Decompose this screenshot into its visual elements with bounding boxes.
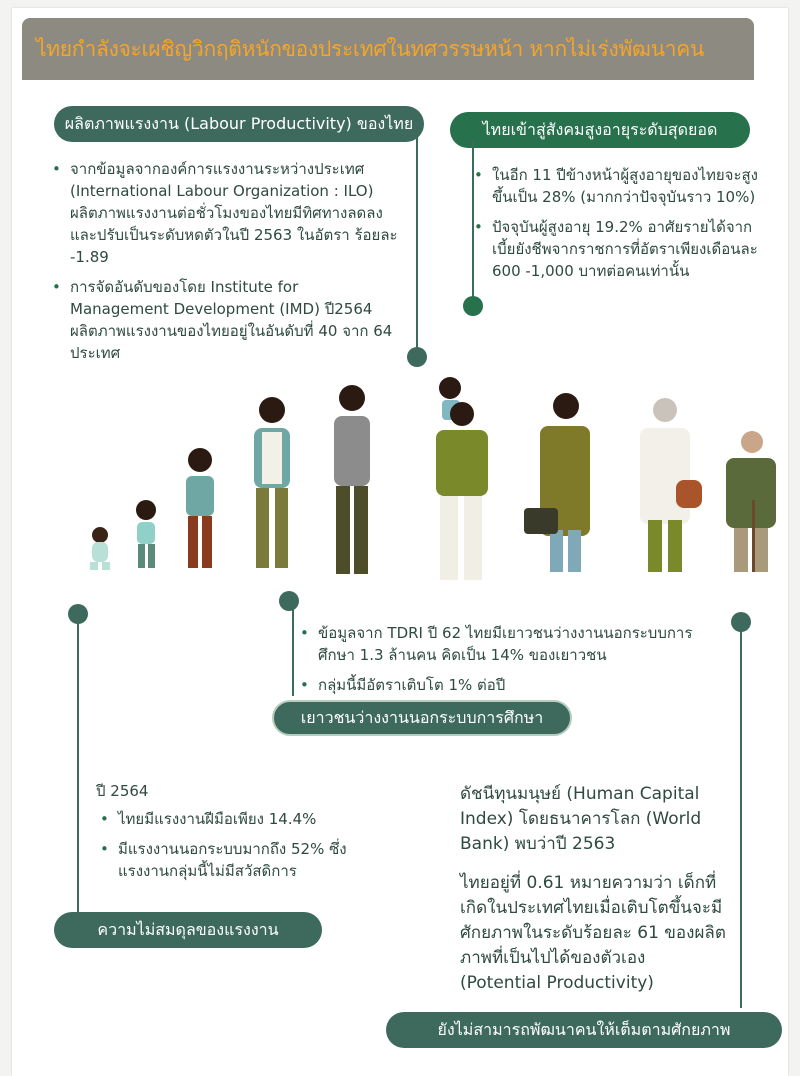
life-stages-illustration bbox=[0, 360, 800, 590]
human-capital-label bbox=[386, 1012, 782, 1048]
elderly-woman-figure bbox=[640, 398, 702, 572]
youth-label-text: เยาวชนว่างงานนอกระบบการศึกษา bbox=[300, 707, 544, 727]
imbalance-connector bbox=[77, 614, 79, 914]
teen-figure bbox=[254, 397, 290, 568]
youth-connector bbox=[292, 600, 294, 696]
aging-bullet-2: • ปัจจุบันผู้สูงอายุ 19.2% อาศัยรายได้จากเบี้ยยังชีพจากราชการที่อัตราเพียงเดือนละ 600 -1,000 บาทต่อคนเท่านั้น bbox=[470, 216, 770, 282]
aging-dot bbox=[463, 296, 483, 316]
baby-figure bbox=[90, 527, 110, 570]
human-capital-para-1: ดัชนีทุนมนุษย์ (Human Capital Index) โดยธนาคารโลก (World Bank) พบว่าปี 2563 bbox=[460, 784, 702, 854]
youth-bullet-1: • ข้อมูลจาก TDRI ปี 62 ไทยมีเยาวชนว่างงานนอกระบบการศึกษา 1.3 ล้านคน คิดเป็น 14% ของเยาวชน bbox=[296, 622, 696, 666]
child-figure bbox=[186, 448, 214, 568]
imbalance-text bbox=[96, 780, 356, 890]
human-capital-connector bbox=[740, 624, 742, 1008]
title-banner bbox=[22, 18, 754, 80]
youth-dot bbox=[279, 591, 299, 611]
aging-label bbox=[450, 112, 750, 148]
youth-label bbox=[272, 700, 572, 736]
toddler-figure bbox=[136, 500, 156, 568]
human-capital-text bbox=[460, 782, 730, 1002]
imbalance-bullet-2: • มีแรงงานนอกระบบมากถึง 52% ซึ่งแรงงานกลุ่มนี้ไม่มีสวัสดิการ bbox=[96, 838, 356, 882]
adult-figure bbox=[334, 385, 370, 574]
youth-bullet-2: • กลุ่มนี้มีอัตราเติบโต 1% ต่อปี bbox=[296, 674, 696, 696]
aging-bullet-1: • ในอีก 11 ปีข้างหน้าผู้สูงอายุของไทยจะสูงขึ้นเป็น 28% (มากกว่าปัจจุบันราว 10%) bbox=[470, 164, 770, 208]
productivity-bullet-1: • จากข้อมูลจากองค์การแรงงานระหว่างประเทศ (International Labour Organization : ILO) ผลิตภาพแรงงานต่อชั่วโมงของไทยมีทิศทางลดลง และปรับเป็นระดับหดตัวในปี 2563 ในอัตรา ร้อยละ -1.89 bbox=[48, 158, 398, 268]
human-capital-para-2: ไทยอยู่ที่ 0.61 หมายความว่า เด็กที่เกิดในประเทศไทยเมื่อเติบโตขึ้นจะมีศักยภาพในระดับร้อยละ 61 ของผลิตภาพที่เป็นไปได้ของตัวเอง (Potential Productivity) bbox=[460, 873, 726, 993]
businessman-figure bbox=[524, 393, 590, 572]
productivity-label-text: ผลิตภาพแรงงาน (Labour Productivity) ของไทย bbox=[64, 113, 414, 133]
imbalance-label-text: ความไม่สมดุลของแรงงาน bbox=[97, 919, 279, 939]
productivity-label bbox=[54, 106, 424, 142]
elderly-man-figure bbox=[726, 431, 776, 572]
aging-text bbox=[470, 164, 770, 290]
productivity-text bbox=[48, 158, 398, 372]
human-capital-label-text: ยังไม่สามารถพัฒนาคนให้เต็มตามศักยภาพ bbox=[437, 1019, 731, 1039]
page-title: ไทยกำลังจะเผชิญวิกฤติหนักของประเทศในทศวรรษหน้า หากไม่เร่งพัฒนาคน bbox=[36, 36, 705, 61]
aging-label-text: ไทยเข้าสู่สังคมสูงอายุระดับสุดยอด bbox=[482, 119, 718, 139]
productivity-connector bbox=[416, 124, 418, 356]
youth-text bbox=[296, 622, 696, 704]
imbalance-year: ปี 2564 bbox=[96, 782, 149, 800]
imbalance-label bbox=[54, 912, 322, 948]
parent-with-child-figure bbox=[436, 377, 488, 580]
productivity-bullet-2: • การจัดอันดับของโดย Institute for Management Development (IMD) ปี2564 ผลิตภาพแรงงานของไทยอยู่ในอันดับที่ 40 จาก 64 ประเทศ bbox=[48, 276, 398, 364]
imbalance-bullet-1: • ไทยมีแรงงานฝีมือเพียง 14.4% bbox=[96, 808, 356, 830]
